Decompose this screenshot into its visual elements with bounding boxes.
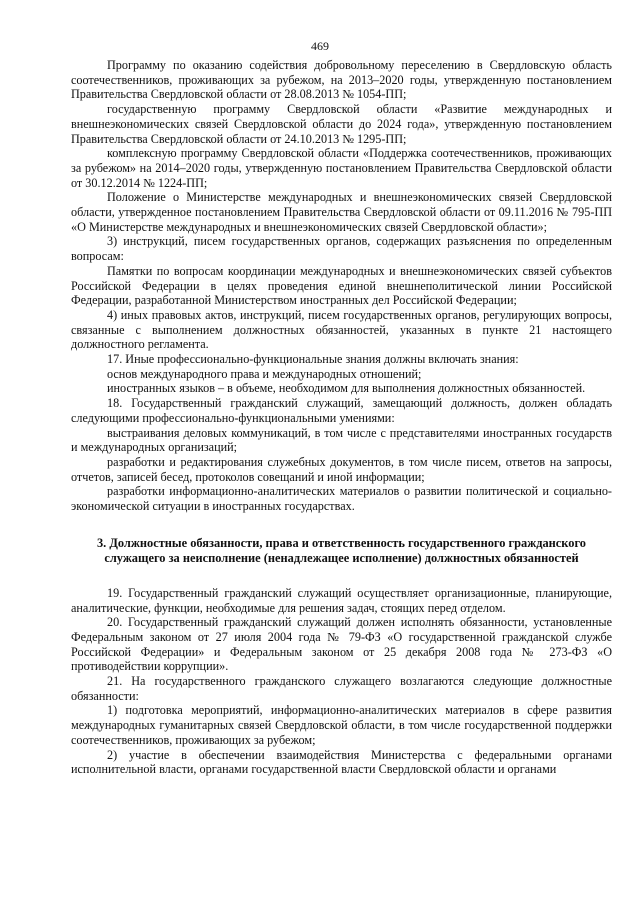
paragraph: 3) инструкций, писем государственных органов, содержащих разъяснения по определенным вопросам: [71,234,612,264]
paragraph: 21. На государственного гражданского служащего возлагаются следующие должностные обязанности: [71,674,612,703]
paragraph: Памятки по вопросам координации международных и внешнеэкономических связей субъектов Российской Федерации в целях проведения единой внешнеполитической линии Российской Федерации, разработанной Министерством иностранных дел Российской Федерации; [71,263,612,308]
paragraph: 4) иных правовых актов, инструкций, писем государственных органов, регулирующих вопросы, связанные с выполнением должностных обязанностей, указанных в пункте 21 настоящего должностного регламента. [71,307,612,352]
paragraph: комплексную программу Свердловской области «Поддержка соотечественников, проживающих за рубежом» на 2014–2020 годы, утвержденную постановлением Правительства Свердловской области от 30.12.2014 № 1224-ПП; [71,146,612,190]
paragraph: государственную программу Свердловской области «Развитие международных и внешнеэкономических связей Свердловской области до 2024 года», утвержденную постановлением Правительства Свердловской области от 24.10.2013 № 1295-ПП; [71,102,612,146]
paragraph: разработки и редактирования служебных документов, в том числе писем, ответов на запросы, отчетов, записей бесед, протоколов совещаний и иной информации; [71,454,612,484]
paragraph: 19. Государственный гражданский служащий осуществляет организационные, планирующие, аналитические, функции, необходимые для решения задач, стоящих перед отделом. [71,585,612,615]
paragraph: основ международного права и международных отношений; [107,366,422,381]
section-heading: 3. Должностные обязанности, права и ответственность государственного гражданского служащего за неисполнение (ненадлежащее исполнение) должностных обязанностей [96,535,586,565]
paragraph: 1) подготовка мероприятий, информационно-аналитических материалов в сфере развития международных гуманитарных связей Свердловской области, в том числе государственной поддержки соотечественников, проживающих за рубежом; [71,703,612,747]
document-body [71,58,612,777]
paragraph: Программу по оказанию содействия добровольному переселению в Свердловскую область соотечественников, проживающих за рубежом, на 2013–2020 годы, утвержденную постановлением Правительства Свердловской области от 28.08.2013 № 1054-ПП; [71,58,612,102]
paragraph: выстраивания деловых коммуникаций, в том числе с представителями иностранных государств и международных организаций; [71,425,612,455]
paragraph: 20. Государственный гражданский служащий должен исполнять обязанности, установленные Федеральным законом от 27 июля 2004 года № 79-ФЗ «О государственной гражданской службе Российской Федерации» и Федеральным законом от 25 декабря 2008 года № 273-ФЗ «О противодействии коррупции». [71,615,612,674]
paragraph: иностранных языков – в объеме, необходимом для выполнения должностных обязанностей. [107,381,586,396]
paragraph: разработки информационно-аналитических материалов о развитии политической и социально-экономической ситуации в иностранных государствах. [71,484,612,514]
paragraph: 18. Государственный гражданский служащий, замещающий должность, должен обладать следующими профессионально-функциональными умениями: [71,396,612,425]
paragraph: 17. Иные профессионально-функциональные знания должны включать знания: [107,352,519,367]
paragraph: 2) участие в обеспечении взаимодействия Министерства с федеральными органами исполнительной власти, органами государственной власти Свердловской области и органами [71,747,612,777]
page-number: 469 [311,39,329,53]
paragraph: Положение о Министерстве международных и внешнеэкономических связей Свердловской области, утвержденное постановлением Правительства Свердловской области от 09.11.2016 № 795-ПП «О Министерстве международных и внешнеэкономических связей Свердловской области»; [71,190,612,234]
